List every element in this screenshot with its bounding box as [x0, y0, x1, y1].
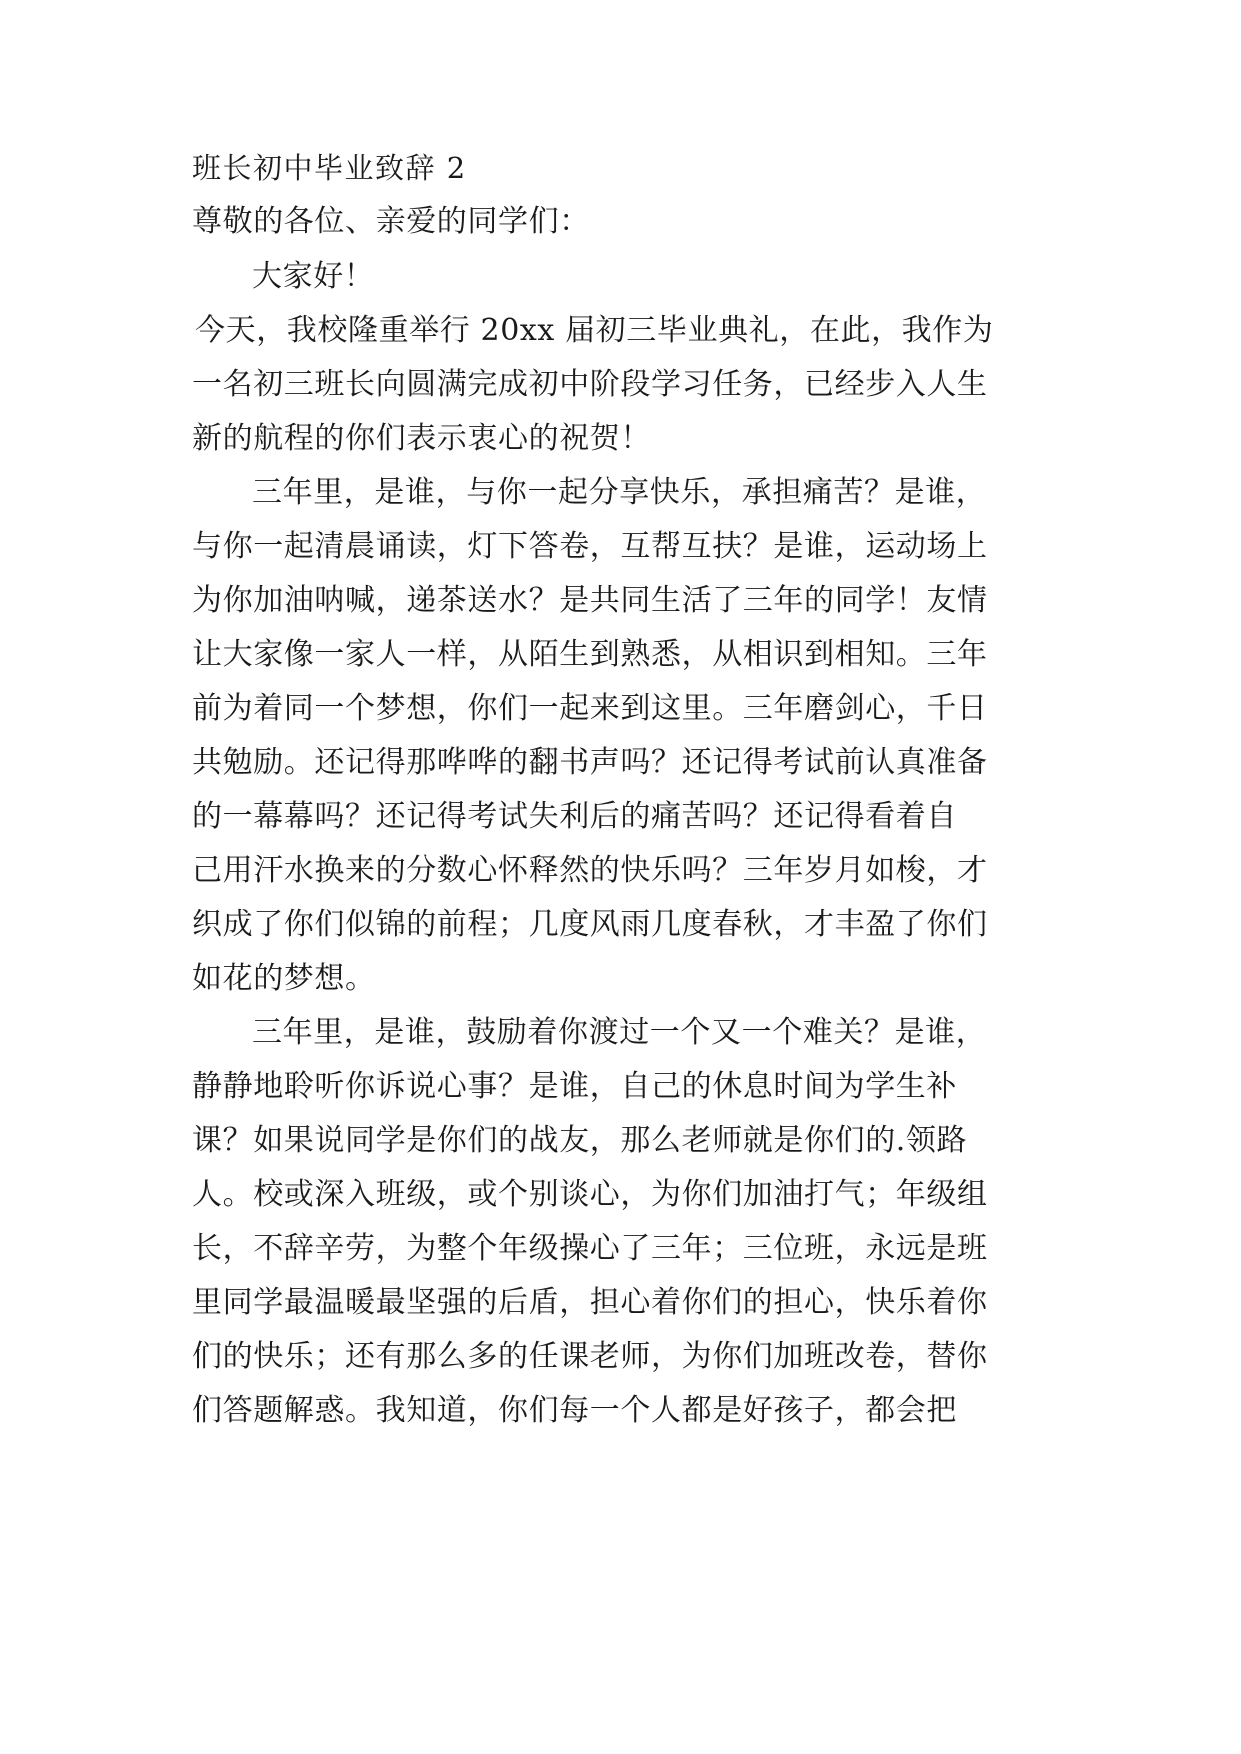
- document-title: 班长初中毕业致辞 2: [192, 151, 467, 185]
- body-line: 共勉励。还记得那哗哗的翻书声吗？还记得考试前认真准备: [192, 745, 988, 780]
- body-line: 新的航程的你们表示衷心的祝贺！: [192, 421, 651, 456]
- body-line: 们的快乐；还有那么多的任课老师，为你们加班改卷，替你: [192, 1339, 988, 1374]
- body-line: 三年里，是谁，鼓励着你渡过一个又一个难关？是谁，: [252, 1015, 987, 1050]
- salutation: 尊敬的各位、亲爱的同学们：: [192, 204, 590, 239]
- body-line: 让大家像一家人一样，从陌生到熟悉，从相识到相知。三年: [192, 637, 988, 672]
- body-line: 们答题解惑。我知道，你们每一个人都是好孩子，都会把: [192, 1393, 957, 1428]
- body-line: 长，不辞辛劳，为整个年级操心了三年；三位班，永远是班: [192, 1231, 988, 1266]
- body-line: 静静地聆听你诉说心事？是谁，自己的休息时间为学生补: [192, 1069, 957, 1104]
- body-line: 里同学最温暖最坚强的后盾，担心着你们的担心，快乐着你: [192, 1285, 988, 1320]
- body-line: 课？如果说同学是你们的战友，那么老师就是你们的.领路: [192, 1123, 968, 1158]
- body-line: 如花的梦想。: [192, 961, 376, 996]
- greeting: 大家好！: [252, 259, 375, 294]
- body-line: 与你一起清晨诵读，灯下答卷，互帮互扶？是谁，运动场上: [192, 529, 988, 564]
- body-line: 为你加油呐喊，递茶送水？是共同生活了三年的同学！友情: [192, 583, 988, 618]
- body-line: 人。校或深入班级，或个别谈心，为你们加油打气；年级组: [192, 1177, 988, 1212]
- body-line: 一名初三班长向圆满完成初中阶段学习任务，已经步入人生: [192, 367, 988, 402]
- body-line: 三年里，是谁，与你一起分享快乐，承担痛苦？是谁，: [252, 475, 987, 510]
- body-line: 织成了你们似锦的前程；几度风雨几度春秋，才丰盈了你们: [192, 907, 988, 942]
- body-line: 前为着同一个梦想，你们一起来到这里。三年磨剑心，千日: [192, 691, 988, 726]
- body-line: 的一幕幕吗？还记得考试失利后的痛苦吗？还记得看着自: [192, 799, 957, 834]
- body-line: 今天，我校隆重举行 20xx 届初三毕业典礼，在此，我作为: [195, 313, 994, 348]
- body-line: 己用汗水换来的分数心怀释然的快乐吗？三年岁月如梭，才: [192, 853, 988, 888]
